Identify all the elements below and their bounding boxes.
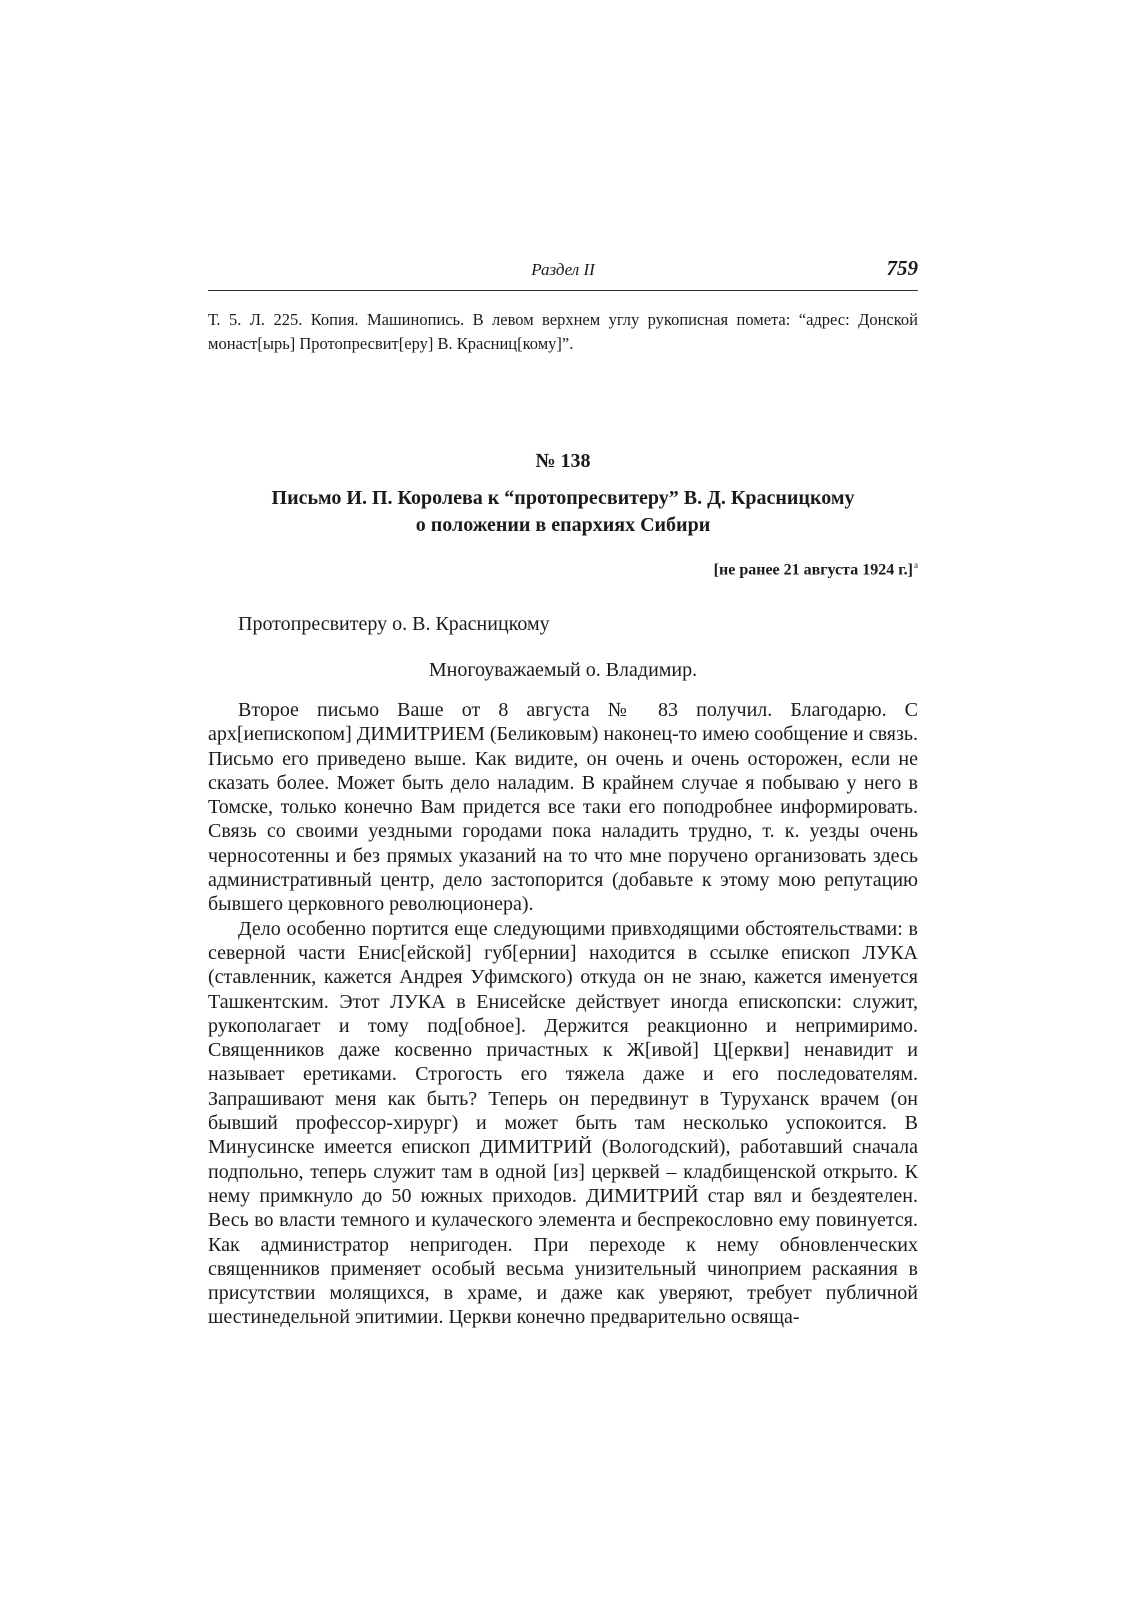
date-footnote-mark: а <box>914 560 918 570</box>
document-date <box>714 560 918 579</box>
document-number: № 138 <box>535 450 591 472</box>
letter-body <box>208 698 918 1330</box>
page-number: 759 <box>886 256 918 280</box>
document-title-line-1: Письмо И. П. Королева к “протопресвитеру” В. Д. Красницкому <box>271 487 855 509</box>
body-paragraph-1: Второе письмо Ваше от 8 августа № 83 получил. Благодарю. С арх[иепископом] ДИМИТРИЕМ (Беликовым) наконец-то имею сообщение и связь. Письмо его приведено выше. Как видите, он очень и очень осторожен, если не сказать более. Может быть дело наладим. В крайнем случае я побываю у него в Томске, только конечно Вам придется все таки его поподробнее информировать. Связь со своими уездными городами пока наладить трудно, т. к. уезды очень черносотенны и без прямых указаний на то что мне поручено организовать здесь административный центр, дело застопорится (добавьте к этому мою репутацию бывшего церковного революционера). <box>208 699 918 916</box>
running-header <box>208 258 918 291</box>
letter-addressee: Протопресвитеру о. В. Красницкому <box>238 613 550 635</box>
section-title: Раздел II <box>531 260 595 279</box>
document-date-text: [не ранее 21 августа 1924 г.] <box>713 561 913 579</box>
document-title <box>208 485 918 539</box>
archival-source-note: Т. 5. Л. 225. Копия. Машинопись. В левом верхнем углу рукописная помета: “адрес: Донской монаст[ырь] Протопресвит[еру] В. Красниц[кому]”. <box>208 310 918 353</box>
document-title-line-2: о положении в епархиях Сибири <box>415 514 711 536</box>
letter-salutation: Многоуважаемый о. Владимир. <box>428 659 698 681</box>
body-paragraph-2: Дело особенно портится еще следующими привходящими обстоятельствами: в северной части Енис[ейской] губ[ернии] находится в ссылке епископ ЛУКА (ставленник, кажется Андрея Уфимского) откуда он не знаю, кажется именуется Ташкентским. Этот ЛУКА в Енисейске действует иногда епископски: служит, рукополагает и тому под[обное]. Держится реакционно и непримиримо. Священников даже косвенно причастных к Ж[ивой] Ц[еркви] ненавидит и называет еретиками. Строгость его тяжела даже и его последователям. Запрашивают меня как быть? Теперь он передвинут в Туруханск врачем (он бывший профессор-хирург) и может быть там несколько успокоится. В Минусинске имеется епископ ДИМИТРИЙ (Вологодский), работавший сначала подпольно, теперь служит там в одной [из] церквей – кладбищенской открыто. К нему примкнуло до 50 южных приходов. ДИМИТРИЙ стар вял и бездеятелен. Весь во власти темного и кулаческого элемента и беспрекословно ему повинуется. Как администратор непригоден. При переходе к нему обновленческих священников применяет особый весьма унизительный чиноприем раскаяния в присутствии молящихся, в храме, и даже как уверяют, требует публичной шестинедельной эпитимии. Церкви конечно предварительно освяща- <box>208 917 918 1329</box>
